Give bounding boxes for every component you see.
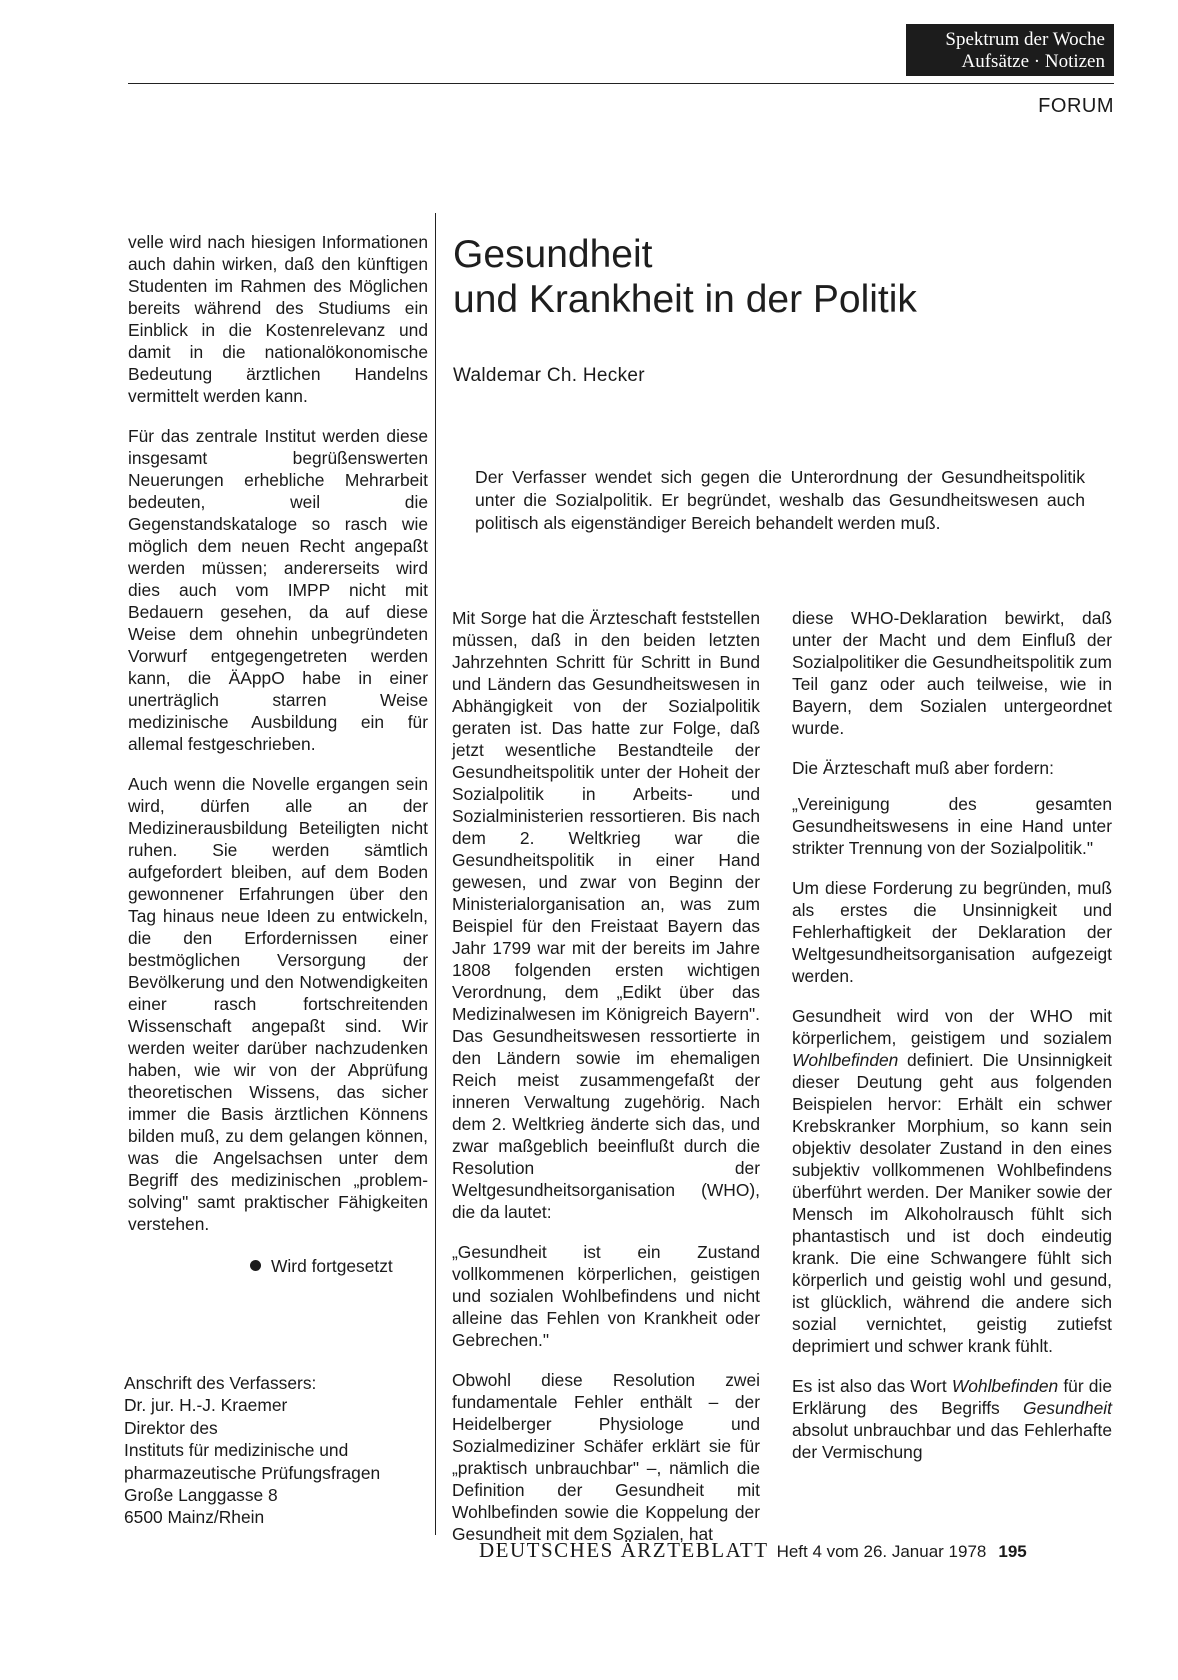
left-paragraph-2: Für das zentrale Institut werden diese insgesamt begrüßenswerten Neuerungen erhebliche Mehrarbeit bedeuten, weil die Gegenstandskataloge so rasch wie möglich dem neuen Recht angepaßt werden müssen; andererseits wird dies auch vom IMPP nicht mit Bedauern gesehen, da auf diese Weise dem ohnehin unbegründeten Vorwurf entgegengetreten werden kann, die ÄAppO habe in einer unerträglich starren Weise medizinische Ausbildung ein für allemal festgeschrieben. — [128, 426, 428, 754]
article-paragraph: Obwohl diese Resolution zwei fundamentale Fehler enthält – der Heidelberger Physiologe und Sozialmediziner Schäfer erklärt sie für „praktisch unbrauchbar" –, nämlich die Definition der Gesundheit mit Wohlbefinden sowie die Koppelung der Gesundheit mit dem Sozialen, hat — [452, 1370, 760, 1544]
left-column — [128, 231, 428, 1253]
address-line: pharmazeutische Prüfungsfragen — [124, 1462, 381, 1483]
header-rule — [128, 83, 1114, 84]
text-run: absolut unbrauchbar und das Fehlerhafte der Vermischung — [792, 1420, 1112, 1462]
title-line-1: Gesundheit — [453, 233, 653, 276]
article-column-2 — [792, 607, 1112, 1481]
column-divider — [435, 213, 436, 1535]
address-line: Anschrift des Verfassers: — [124, 1373, 317, 1393]
left-paragraph-3: Auch wenn die Novelle ergangen sein wird, dürfen alle an der Medizinerausbildung Beteiligten nicht ruhen. Sie werden sämtlich aufgefordert bleiben, auf dem Boden gewonnener Erfahrungen über den Tag hinaus neue Ideen zu entwickeln, die den Erfordernissen einer bestmöglichen Versorgung der Bevölkerung und den Notwendigkeiten einer rasch fortschreitenden Wissenschaft angepaßt sind. Wir werden weiter darüber nachzudenken haben, wie wir von der Abprüfung theoretischen Wissens, das sicher immer die Basis ärztlichen Könnens bilden muß, zu dem gelangen können, was die Angelsachsen unter dem Begriff des medizinischen „problem-solving" samt praktischer Fähigkeiten verstehen. — [128, 774, 428, 1234]
article-paragraph — [792, 1375, 1112, 1463]
badge-line-2: Aufsätze · Notizen — [961, 51, 1105, 72]
continued-note — [250, 1256, 393, 1277]
page-number: 195 — [998, 1542, 1027, 1561]
article-paragraph — [792, 1005, 1112, 1357]
article-title — [453, 232, 1093, 322]
address-line: Große Langgasse 8 — [124, 1485, 278, 1506]
article-column-1 — [452, 607, 760, 1563]
article-author: Waldemar Ch. Hecker — [453, 365, 645, 386]
address-line: Dr. jur. H.-J. Kraemer — [124, 1395, 288, 1416]
address-line: Direktor des — [124, 1417, 218, 1438]
article-lead: Der Verfasser wendet sich gegen die Unterordnung der Gesundheitspolitik unter die Sozialpolitik. Er begründet, weshalb das Gesundheitswesen auch politisch als eigenständiger Bereich behandelt werden muß. — [475, 467, 1085, 533]
article-paragraph: Mit Sorge hat die Ärzteschaft feststellen müssen, daß in den beiden letzten Jahrzehnten Schritt für Schritt in Bund und Ländern das Gesundheitswesen in Abhängigkeit von der Sozialpolitik geraten ist. Das hatte zur Folge, daß jetzt wesentliche Bestandteile der Gesundheitspolitik unter der Hoheit der Sozialpolitik in Arbeits- und Sozialministerien ressortieren. Bis nach dem 2. Weltkrieg war die Gesundheitspolitik in einer Hand gewesen, und zwar von Beginn der Ministerialorganisation an, was zum Beispiel für den Freistaat Bayern das Jahr 1799 war mit der bereits im Jahre 1808 folgenden ersten wichtigen Verordnung, dem „Edikt über das Medizinalwesen im Königreich Bayern". Das Gesundheitswesen ressortierte in den Ländern sowie im ehemaligen Reich meist zusammengefaßt der inneren Verwaltung zugehörig. Nach dem 2. Weltkrieg änderte sich das, und zwar maßgeblich beeinflußt durch die Resolution der Weltgesundheitsorganisation (WHO), die da lautet: — [452, 608, 760, 1222]
text-run: Es ist also das Wort — [792, 1376, 952, 1396]
article-quote: „Gesundheit ist ein Zustand vollkommenen körperlichen, geistigen und sozialen Wohlbefindens und nicht alleine das Fehlen von Krankheit oder Gebrechen." — [452, 1242, 760, 1350]
address-line: Instituts für medizinische und — [124, 1440, 349, 1461]
text-run: definiert. Die Unsinnigkeit dieser Deutung geht aus folgenden Beispielen hervor: Erhält ein schwer Krebskranker Morphium, so kann sein objektiv desolater Zustand in den eines subjektiv vollkommenen Wohlbefindens überführt werden. Der Maniker sowie der Mensch im Alkoholrausch fühlt sich phantastisch und ist doch eindeutig krank. Die eine Schwangere fühlt sich körperlich und geistig wohl und gesund, ist glücklich, während die andere sich sozial vernichtet, geistig zutiefst deprimiert und schwer krank fühlt. — [792, 1050, 1112, 1356]
article-paragraph: Um diese Forderung zu begründen, muß als erstes die Unsinnigkeit und Fehlerhaftigkeit der Deklaration der Weltgesundheitsorganisation aufgezeigt werden. — [792, 878, 1112, 986]
continued-label: Wird fortgesetzt — [271, 1256, 393, 1276]
author-address — [124, 1372, 380, 1529]
section-badge — [906, 24, 1114, 76]
article-paragraph: Die Ärzteschaft muß aber fordern: — [792, 758, 1054, 778]
bullet-icon — [250, 1260, 261, 1271]
emphasis-gesundheit: Gesundheit — [1023, 1398, 1112, 1418]
page-footer — [479, 1538, 1027, 1563]
title-line-2: und Krankheit in der Politik — [453, 278, 917, 321]
article-paragraph: diese WHO-Deklaration bewirkt, daß unter der Macht und dem Einfluß der Sozialpolitiker die Gesundheitspolitik zum Teil ganz oder auch teilweise, wie in Bayern, dem Sozialen untergeordnet wurde. — [792, 608, 1112, 738]
issue-info: Heft 4 vom 26. Januar 1978 — [776, 1542, 987, 1561]
text-run: Gesundheit wird von der WHO mit körperlichem, geistigem und sozialem — [792, 1006, 1112, 1048]
emphasis-wohlbefinden: Wohlbefinden — [951, 1376, 1059, 1396]
emphasis-wohlbefinden: Wohlbefinden — [792, 1050, 899, 1070]
article-quote: „Vereinigung des gesamten Gesundheitswesens in eine Hand unter strikter Trennung von der Sozialpolitik." — [792, 794, 1112, 858]
text-run: für die Erklärung des Begriffs — [792, 1376, 1112, 1418]
section-label: FORUM — [1038, 95, 1114, 117]
address-line: 6500 Mainz/Rhein — [124, 1507, 265, 1528]
journal-name: DEUTSCHES ÄRZTEBLATT — [479, 1538, 769, 1562]
left-paragraph-1: velle wird nach hiesigen Informationen auch dahin wirken, daß den künftigen Studenten im Rahmen des Möglichen bereits während des Studiums ein Einblick in die Kostenrelevanz und damit in die nationalökonomische Bedeutung ärztlichen Handelns vermittelt werden kann. — [128, 232, 428, 406]
badge-line-1: Spektrum der Woche — [945, 29, 1105, 50]
